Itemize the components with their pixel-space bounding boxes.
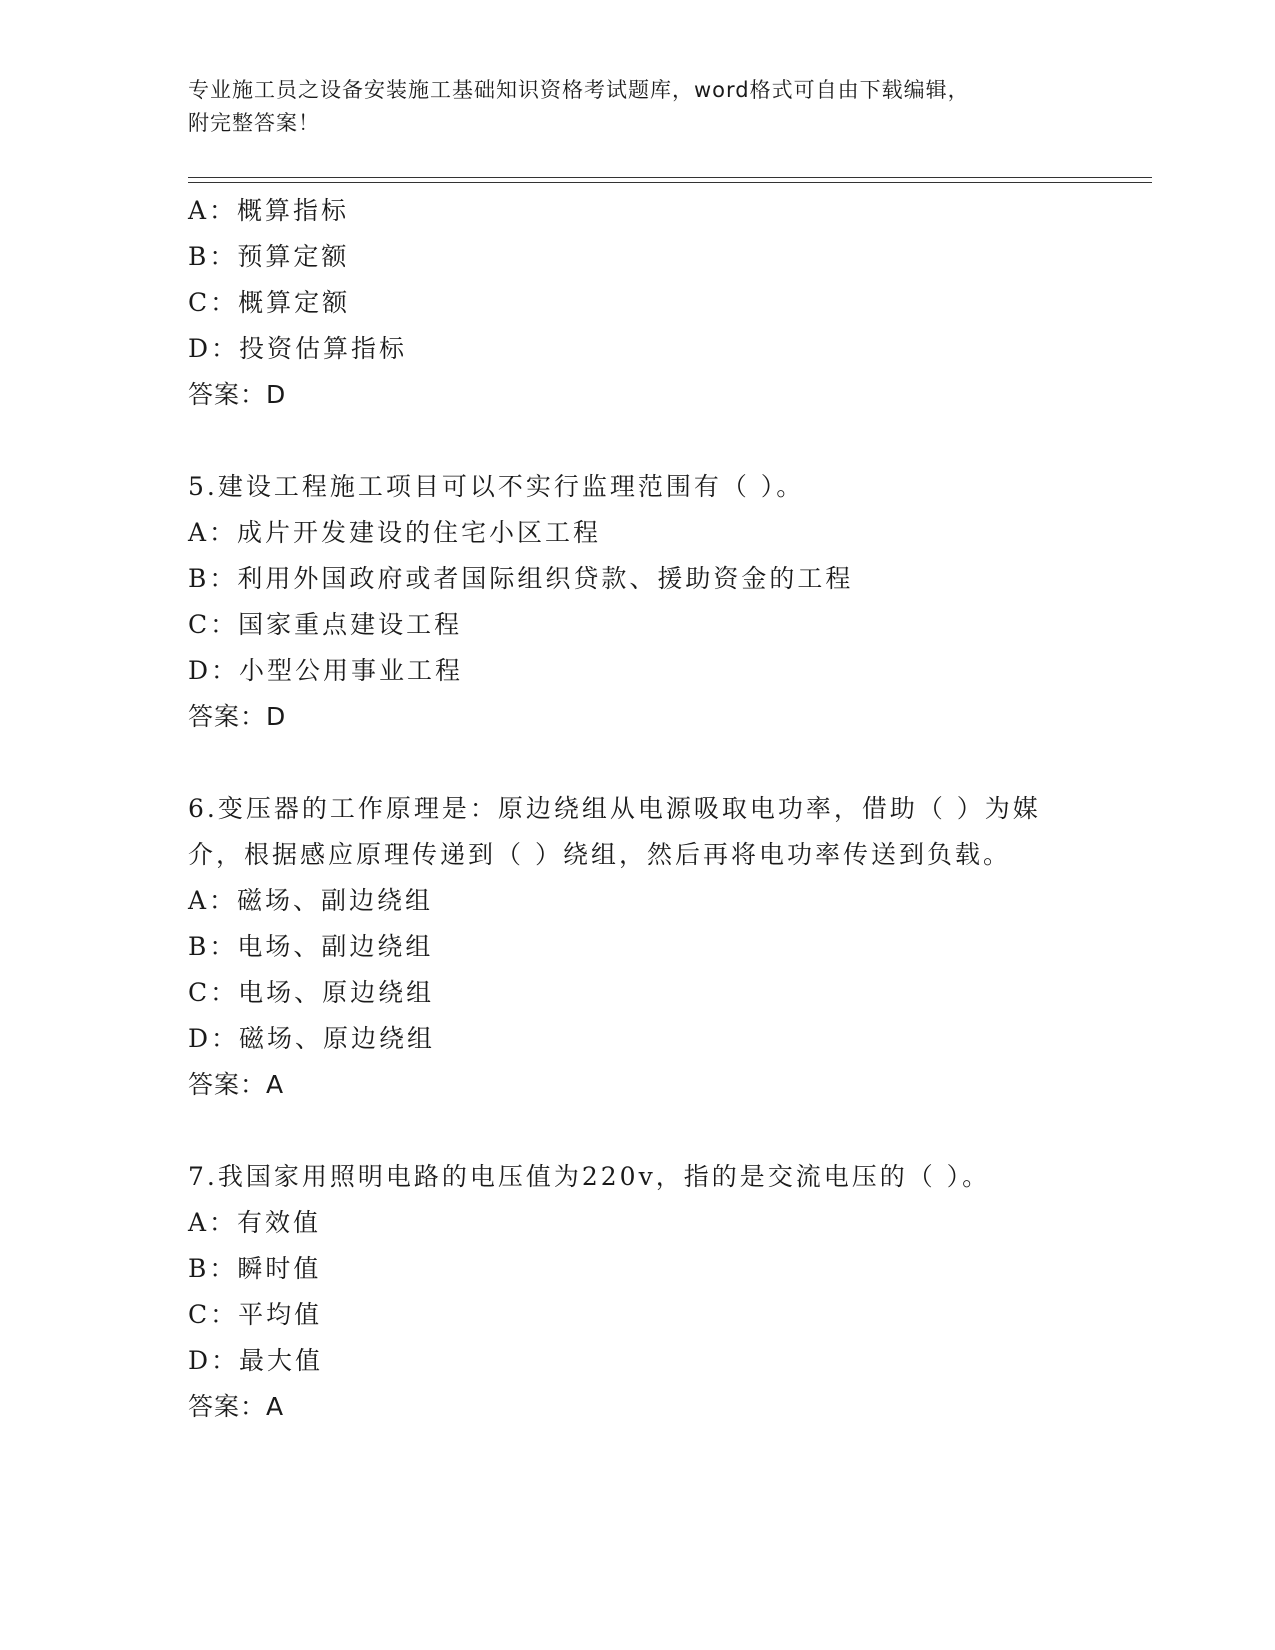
option-a: A：有效值 [188,1208,322,1237]
question-list [188,188,1152,1430]
question-text-continued: 介，根据感应原理传递到（ ）绕组，然后再将电功率传送到负载。 [188,840,1011,869]
answer-line: 答案：A [188,1070,285,1099]
option-b: B：电场、副边绕组 [188,932,434,961]
header-divider-top [188,177,1152,178]
answer-line: 答案：A [188,1392,285,1421]
option-c: C：平均值 [188,1300,323,1329]
answer-line: 答案：D [188,380,287,409]
option-d: D：小型公用事业工程 [188,656,464,685]
option-c: C：概算定额 [188,288,351,317]
option-d: D：投资估算指标 [188,334,408,363]
option-c: C：国家重点建设工程 [188,610,463,639]
header-divider-bottom [188,182,1152,183]
option-a: A：概算指标 [188,196,350,225]
option-a: A：磁场、副边绕组 [188,886,434,915]
document-header [188,74,1088,140]
block-spacer [188,418,1152,464]
question-text: 6.变压器的工作原理是：原边绕组从电源吸取电功率，借助（ ）为媒 [188,794,1041,823]
question-text: 7.我国家用照明电路的电压值为220v，指的是交流电压的（ ）。 [188,1162,991,1191]
header-line-1: 专业施工员之设备安装施工基础知识资格考试题库，word格式可自由下载编辑， [188,78,970,102]
answer-line: 答案：D [188,702,287,731]
option-d: D：最大值 [188,1346,324,1375]
option-c: C：电场、原边绕组 [188,978,435,1007]
block-spacer [188,740,1152,786]
option-b: B：预算定额 [188,242,350,271]
question-block-7 [188,1154,1152,1430]
header-line-2: 附完整答案！ [188,111,320,135]
option-b: B：瞬时值 [188,1254,322,1283]
question-block-4 [188,188,1152,418]
question-text: 5.建设工程施工项目可以不实行监理范围有（ ）。 [188,472,805,501]
option-d: D：磁场、原边绕组 [188,1024,436,1053]
option-a: A：成片开发建设的住宅小区工程 [188,518,602,547]
question-block-6 [188,786,1152,1108]
question-block-5 [188,464,1152,740]
block-spacer [188,1108,1152,1154]
option-b: B：利用外国政府或者国际组织贷款、援助资金的工程 [188,564,854,593]
